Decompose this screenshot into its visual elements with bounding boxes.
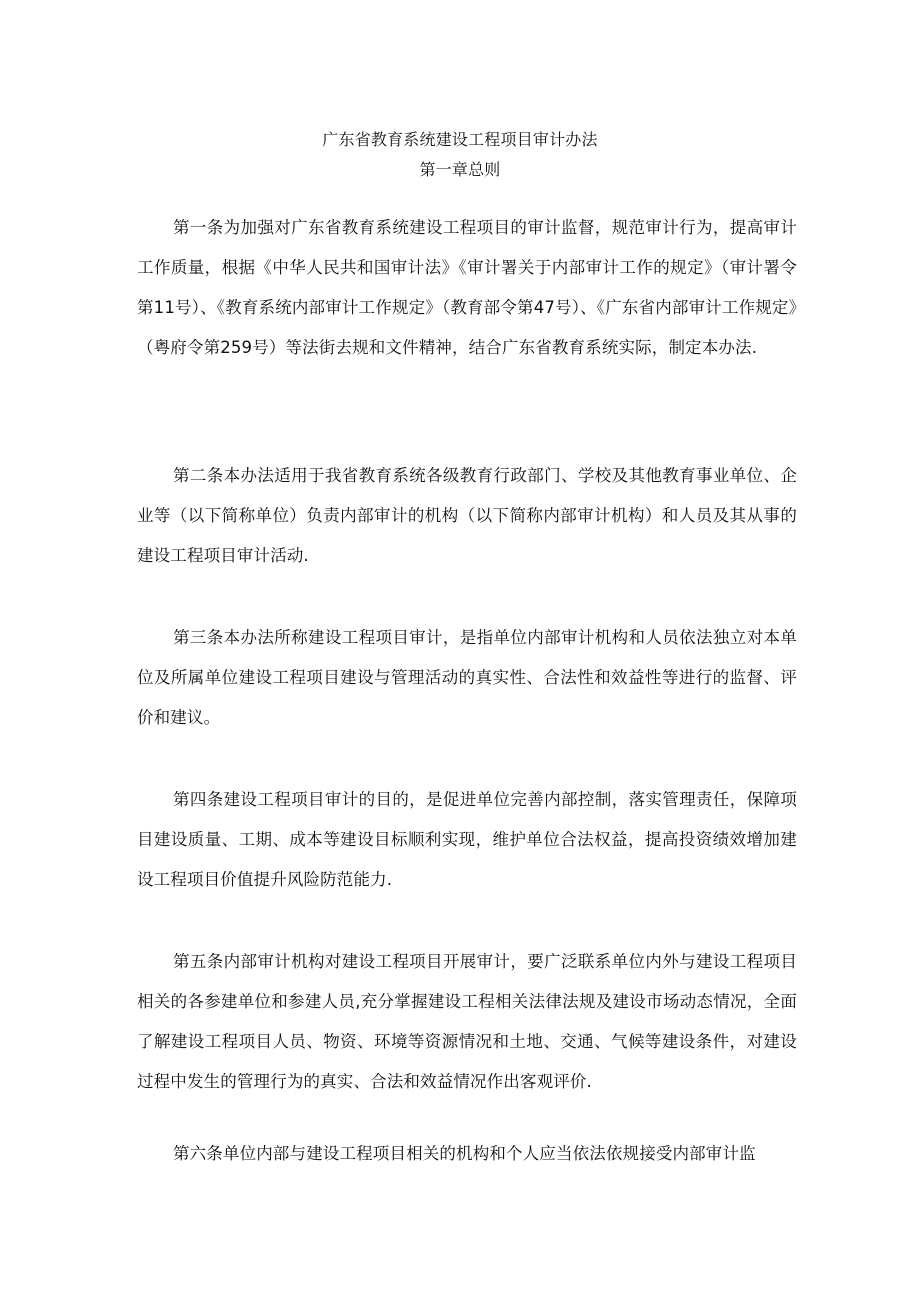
article-1: 第一条为加强对广东省教育系统建设工程项目的审计监督，规范审计行为，提高审计工作质量，根据《中华人民共和国审计法》《审计署关于内部审计工作的规定》（审计署令第11号）、《教育系统内部审计工作规定》（教育部令第47号）、《广东省内部审计工作规定》（粤府令第259号）等法街去规和文件精神，结合广东省教育系统实际，制定本办法. <box>137 218 797 357</box>
article-4: 第四条建设工程项目审计的目的，是促进单位完善内部控制，落实管理责任，保障项目建设质量、工期、成本等建设目标顺利实现，维护单位合法权益，提高投资绩效增加建设工程项目价值提升风险防范能力. <box>137 790 797 889</box>
article-2: 第二条本办法适用于我省教育系统各级教育行政部门、学校及其他教育事业单位、企业等（以下简称单位）负责内部审计的机构（以下简称内部审计机构）和人员及其从事的建设工程项目审计活动. <box>137 466 797 565</box>
article-5: 第五条内部审计机构对建设工程项目开展审计，要广泛联系单位内外与建设工程项目相关的各参建单位和参建人员,充分掌握建设工程相关法律法规及建设市场动态情况，全面了解建设工程项目人员、物资、环境等资源情况和土地、交通、气候等建设条件，对建设过程中发生的管理行为的真实、合法和效益情况作出客观评价. <box>137 952 797 1091</box>
document-title: 广东省教育系统建设工程项目审计办法 <box>322 130 598 149</box>
article-6: 第六条单位内部与建设工程项目相关的机构和个人应当依法依规接受内部审计监 <box>173 1144 756 1163</box>
article-3: 第三条本办法所称建设工程项目审计，是指单位内部审计机构和人员依法独立对本单位及所属单位建设工程项目建设与管理活动的真实性、合法性和效益性等进行的监督、评价和建议。 <box>137 628 797 727</box>
chapter-heading: 第一章总则 <box>419 160 501 179</box>
